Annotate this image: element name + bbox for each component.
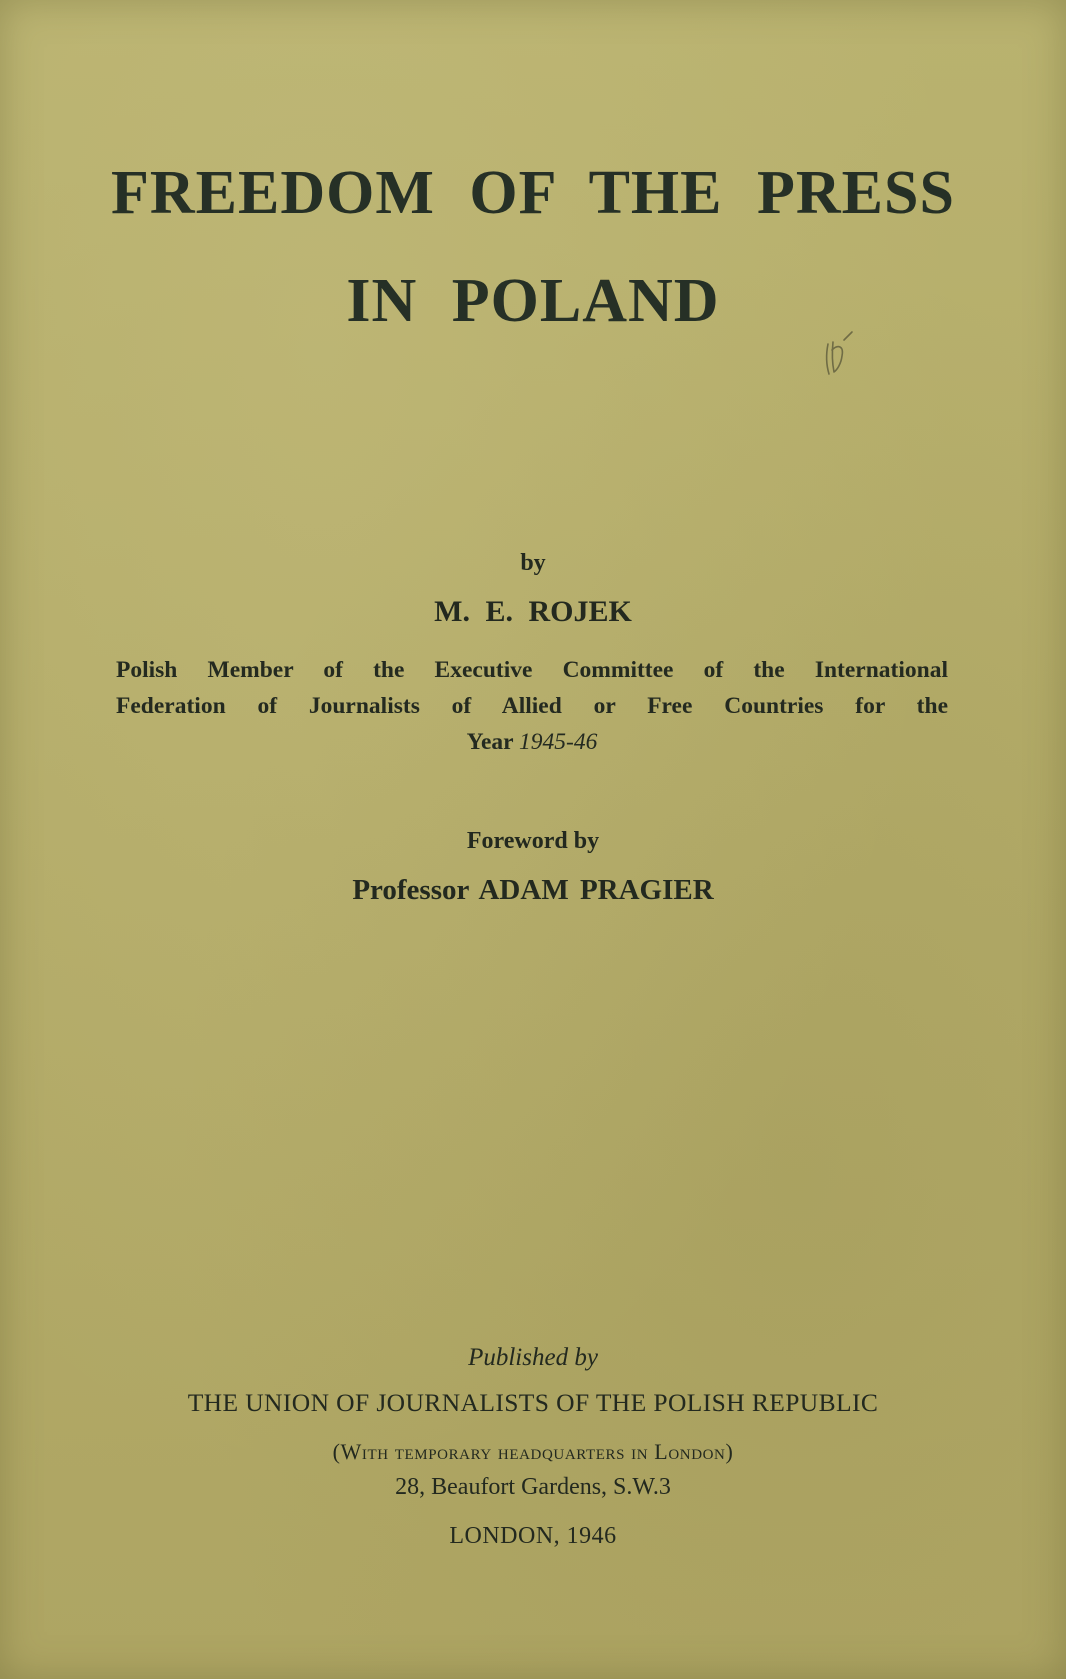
author-affiliation-line-2: Federation of Journalists of Allied or Free Countries for the — [116, 693, 948, 719]
foreword-label: Foreword by — [466, 828, 600, 854]
title-line-1: FREEDOM OF THE PRESS — [111, 159, 955, 227]
foreword-author: Professor ADAM PRAGIER — [352, 874, 714, 906]
affiliation-year: 1945-46 — [519, 729, 598, 755]
publisher-address: 28, Beaufort Gardens, S.W.3 — [395, 1474, 671, 1500]
title-line-2: IN POLAND — [346, 267, 720, 335]
publication-place-date: LONDON, 1946 — [449, 1523, 617, 1549]
publisher-headquarters: (With temporary headquarters in London) — [332, 1439, 734, 1464]
author-affiliation-line-1: Polish Member of the Executive Committee of the International — [116, 657, 948, 683]
affiliation-year-prefix: Year — [466, 729, 514, 755]
by-label: by — [520, 550, 546, 576]
publisher-name: THE UNION OF JOURNALISTS OF THE POLISH REPUBLIC — [187, 1388, 879, 1417]
published-by-label: Published by — [468, 1344, 598, 1371]
author-name: M. E. ROJEK — [434, 595, 632, 628]
author-affiliation-line-3 — [116, 724, 948, 760]
pencil-mark-icon — [820, 330, 856, 382]
